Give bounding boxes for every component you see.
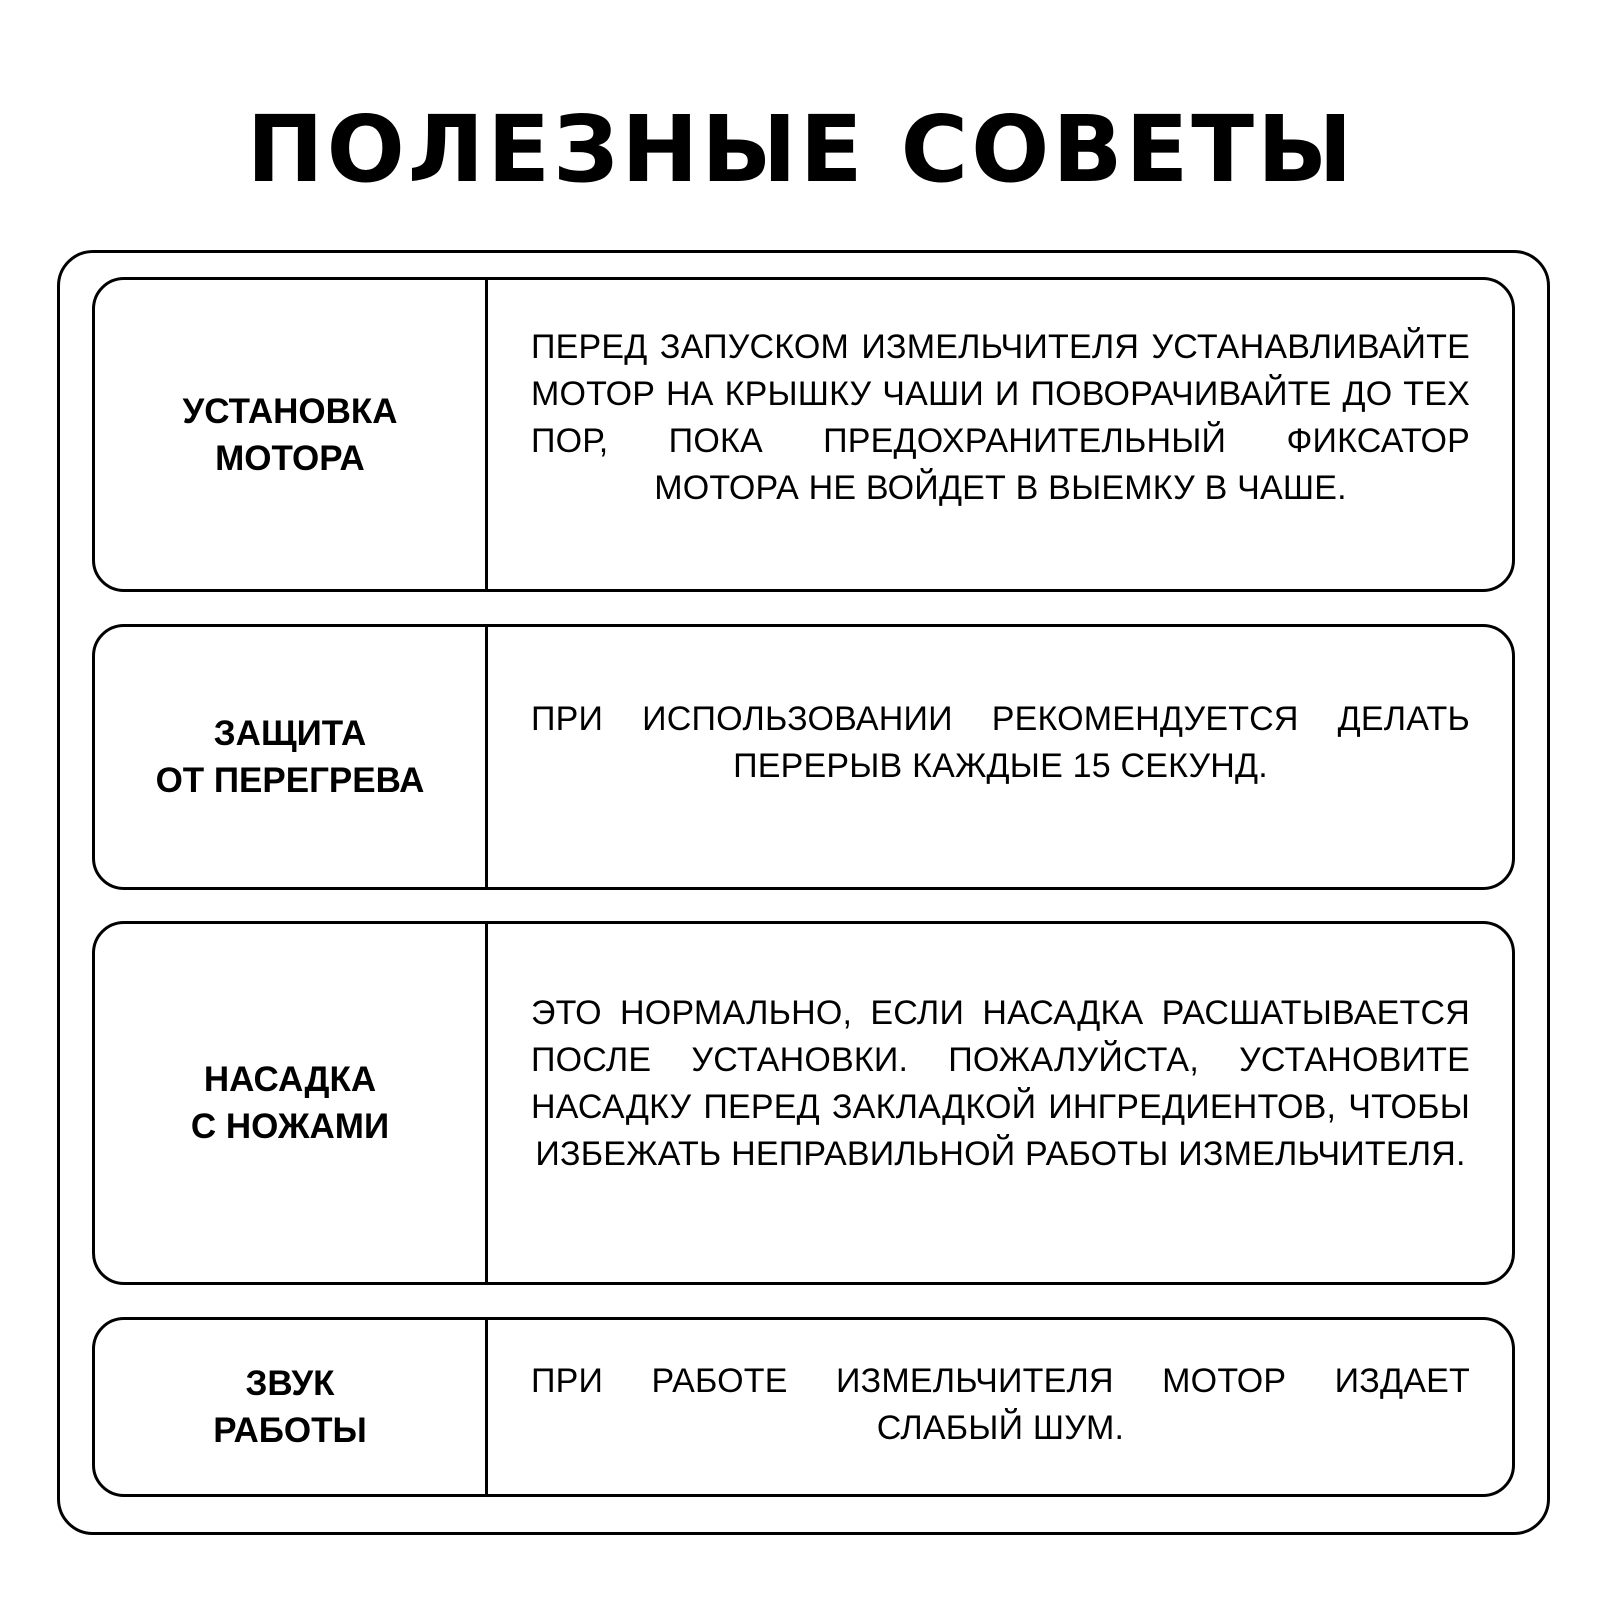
tip-card-blade-attachment <box>92 921 1515 1285</box>
tip-text: ПРИ ИСПОЛЬЗОВАНИИ РЕКОМЕНДУЕТСЯ ДЕЛАТЬ ПЕРЕРЫВ КАЖДЫЕ 15 СЕКУНД. <box>531 700 1470 785</box>
tip-heading: ЗАЩИТА ОТ ПЕРЕГРЕВА <box>95 627 488 887</box>
tip-heading: УСТАНОВКА МОТОРА <box>95 280 488 589</box>
tip-text: ПЕРЕД ЗАПУСКОМ ИЗМЕЛЬЧИТЕЛЯ УСТАНАВЛИВАЙТЕ МОТОР НА КРЫШКУ ЧАШИ И ПОВОРАЧИВАЙТЕ ДО ТЕХ ПОР, ПОКА ПРЕДОХРАНИТЕЛЬНЫЙ ФИКСАТОР МОТОРА НЕ ВОЙДЕТ В ВЫЕМКУ В ЧАШЕ. <box>531 327 1470 507</box>
tip-heading: ЗВУК РАБОТЫ <box>95 1320 488 1494</box>
tip-body <box>488 1320 1512 1494</box>
tip-heading: НАСАДКА С НОЖАМИ <box>95 924 488 1282</box>
tip-body <box>488 924 1512 1282</box>
tip-card-motor-installation <box>92 277 1515 592</box>
tip-card-operating-sound <box>92 1317 1515 1497</box>
tip-text: ПРИ РАБОТЕ ИЗМЕЛЬЧИТЕЛЯ МОТОР ИЗДАЕТ СЛАБЫЙ ШУМ. <box>531 1362 1470 1447</box>
tip-text: ЭТО НОРМАЛЬНО, ЕСЛИ НАСАДКА РАСШАТЫВАЕТСЯ ПОСЛЕ УСТАНОВКИ. ПОЖАЛУЙСТА, УСТАНОВИТЕ НАСАДКУ ПЕРЕД ЗАКЛАДКОЙ ИНГРЕДИЕНТОВ, ЧТОБЫ ИЗБЕЖАТЬ НЕПРАВИЛЬНОЙ РАБОТЫ ИЗМЕЛЬЧИТЕЛЯ. <box>531 994 1470 1173</box>
tip-body <box>488 627 1512 887</box>
tip-card-overheat-protection <box>92 624 1515 890</box>
tip-body <box>488 280 1512 589</box>
page-title: ПОЛЕЗНЫЕ СОВЕТЫ <box>246 96 1356 203</box>
